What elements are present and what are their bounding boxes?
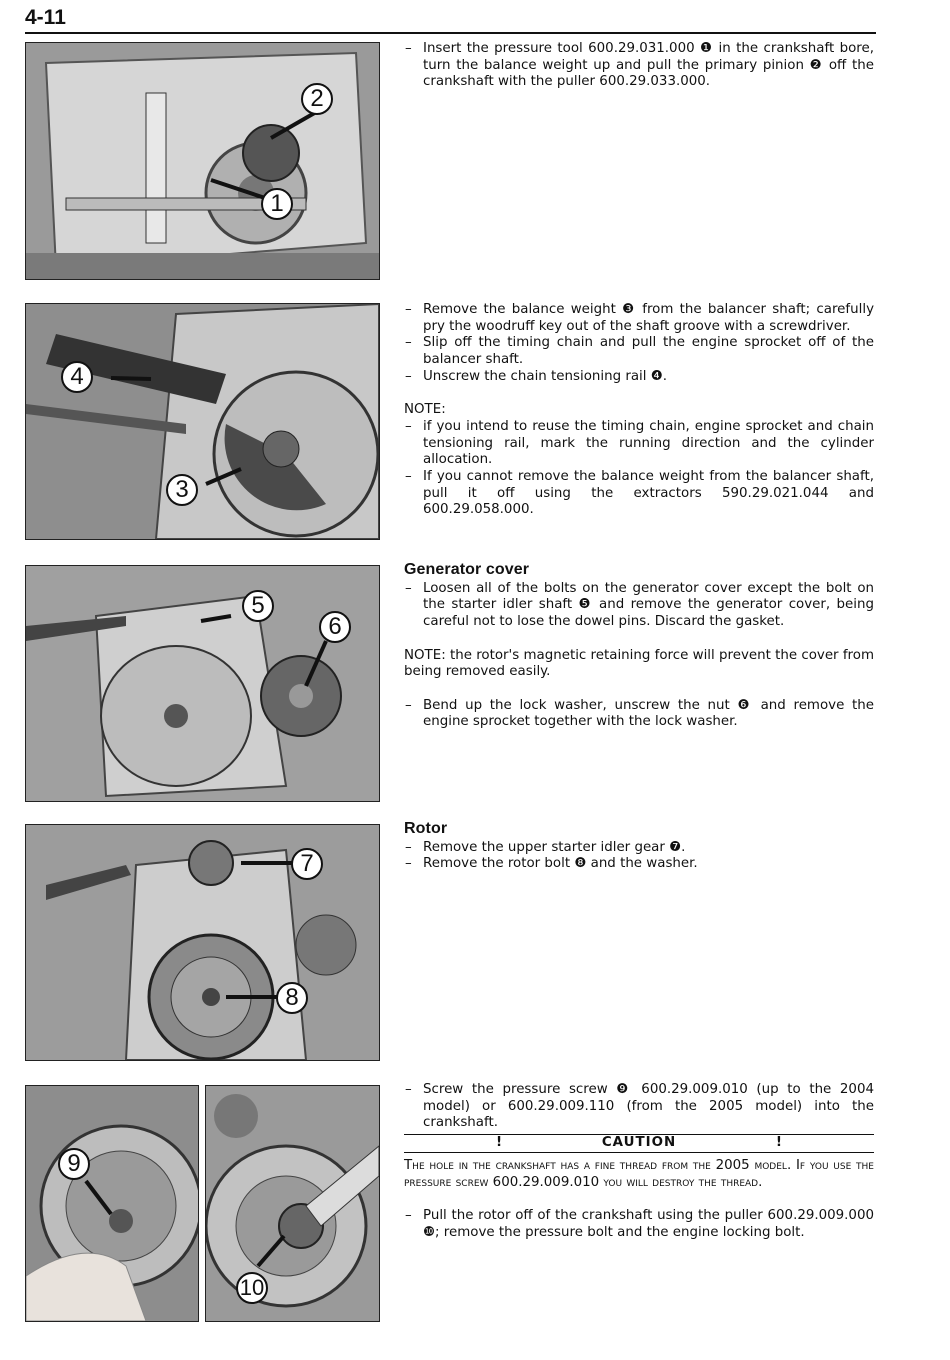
caution-mark-left: ! — [496, 1135, 503, 1151]
caution-banner — [404, 1134, 874, 1153]
header-rule — [25, 32, 876, 34]
heading-rotor: Rotor — [404, 820, 448, 837]
callout-6: 6 — [319, 611, 351, 643]
section-pressure-screw — [404, 1082, 874, 1241]
note-label: NOTE: — [404, 402, 446, 418]
photo-rotor-puller — [205, 1085, 380, 1322]
instruction-step: – Slip off the timing chain and pull the engine sprocket off of the balancer shaft. — [404, 335, 874, 368]
instruction-step: – Remove the balance weight ❸ from the balancer shaft; carefully pry the woodruff key out of the shaft groove with a screwdriver. — [404, 302, 874, 335]
note-step: – If you cannot remove the balance weight from the balancer shaft, pull it off using the extractors 590.29.021.044 and 600.29.058.000. — [404, 469, 874, 519]
instruction-step: – Remove the upper starter idler gear ❼. — [404, 840, 874, 857]
caution-mark-right: ! — [775, 1135, 782, 1151]
section-rotor — [404, 821, 874, 873]
photo-rotor — [25, 824, 380, 1061]
instruction-step: – Pull the rotor off of the crankshaft using the puller 600.29.009.000 ❿; remove the pressure bolt and the engine locking bolt. — [404, 1208, 874, 1241]
photo-generator-cover — [25, 565, 380, 802]
callout-3: 3 — [166, 474, 198, 506]
photo-generator-cover-graphic — [26, 566, 379, 801]
page-number: 4-11 — [25, 6, 66, 29]
caution-text: The hole in the crankshaft has a fine thread from the 2005 model. If you use the pressure screw 600.29.009.010 you will destroy the thread. — [404, 1158, 874, 1191]
photo-rotor-puller-graphic — [206, 1086, 379, 1321]
photo-rotor-graphic — [26, 825, 379, 1060]
callout-5: 5 — [242, 590, 274, 622]
instruction-step: – Bend up the lock washer, unscrew the nut ❻ and remove the engine sprocket together with the lock washer. — [404, 698, 874, 731]
caution-label: CAUTION — [601, 1135, 677, 1151]
section-balance-weight — [404, 302, 874, 519]
instruction-step: – Remove the rotor bolt ❽ and the washer. — [404, 856, 874, 873]
note-step: – if you intend to reuse the timing chain, engine sprocket and chain tensioning rail, mark the running direction and the cylinder allocation. — [404, 419, 874, 469]
callout-10: 10 — [236, 1272, 268, 1304]
photo-balance-weight-graphic — [26, 304, 379, 539]
callout-2: 2 — [301, 83, 333, 115]
instruction-step: – Unscrew the chain tensioning rail ❹. — [404, 369, 874, 386]
instruction-step: – Loosen all of the bolts on the generator cover except the bolt on the starter idler shaft ❺ and remove the generator cover, being careful not to lose the dowel pins. Discard the gasket. — [404, 581, 874, 631]
photo-primary-pinion — [25, 42, 380, 280]
photo-balance-weight — [25, 303, 380, 540]
photo-primary-pinion-graphic — [26, 43, 379, 279]
callout-8: 8 — [276, 982, 308, 1014]
heading-generator-cover: Generator cover — [404, 561, 530, 578]
instruction-step: – Screw the pressure screw ❾ 600.29.009.010 (up to the 2004 model) or 600.29.009.110 (from the 2005 model) into the crankshaft. — [404, 1082, 874, 1132]
section-primary-pinion — [404, 41, 874, 91]
photo-pressure-screw — [25, 1085, 199, 1322]
callout-4: 4 — [61, 361, 93, 393]
callout-9: 9 — [58, 1148, 90, 1180]
photo-pressure-screw-graphic — [26, 1086, 198, 1321]
instruction-step: – Insert the pressure tool 600.29.031.000 ❶ in the crankshaft bore, turn the balance weight up and pull the primary pinion ❷ off the crankshaft with the puller 600.29.033.000. — [404, 41, 874, 91]
section-generator-cover — [404, 562, 874, 731]
callout-7: 7 — [291, 848, 323, 880]
callout-1: 1 — [261, 188, 293, 220]
note-text: NOTE: the rotor's magnetic retaining force will prevent the cover from being removed easily. — [404, 647, 874, 680]
